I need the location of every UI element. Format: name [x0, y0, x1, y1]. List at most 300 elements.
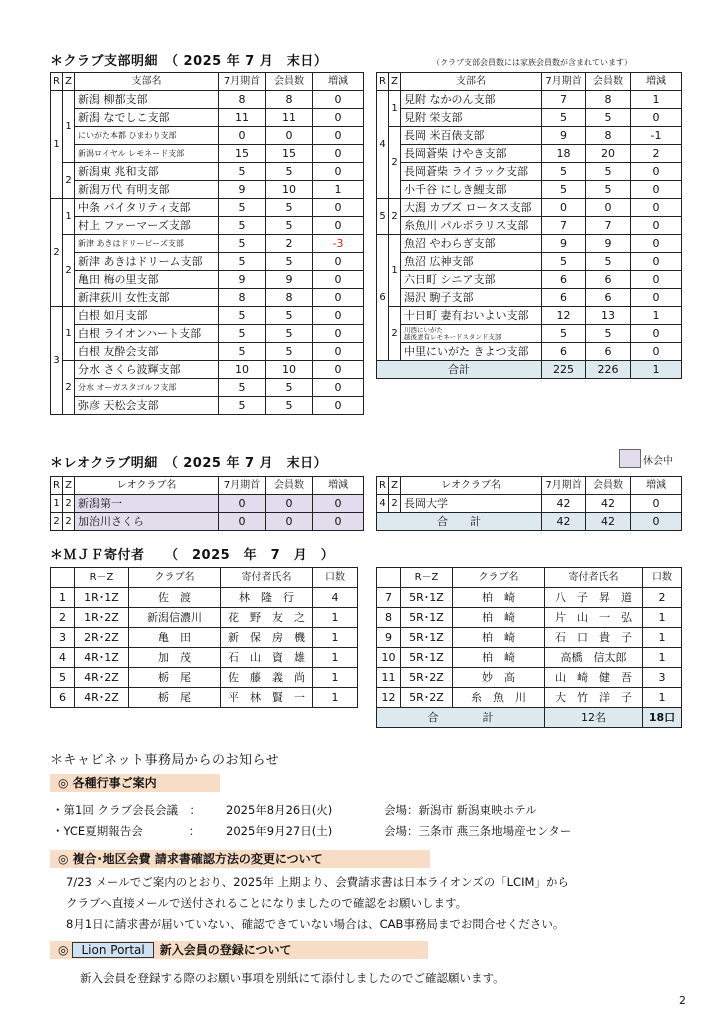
table-row: [377, 608, 682, 628]
header-leo-name: レオクラブ名: [401, 477, 542, 495]
table-row: [377, 91, 682, 109]
member-count: 8: [586, 91, 631, 109]
start-count: 5: [219, 397, 266, 415]
member-count: 5: [266, 397, 313, 415]
header-club: クラブ名: [129, 568, 221, 588]
branch-name: 白根 友酔会支部: [75, 343, 219, 361]
member-count: 5: [266, 199, 313, 217]
start-count: 5: [542, 253, 586, 271]
club-name: 妙 高: [453, 668, 545, 688]
table-row: [51, 361, 364, 379]
member-count: 5: [266, 163, 313, 181]
branch-name: 糸魚川 パルポラリス支部: [401, 217, 542, 235]
change-count: 0: [313, 163, 364, 181]
club-name: 柏 崎: [453, 648, 545, 668]
total-row: [377, 513, 682, 531]
club-name: 加 茂: [129, 648, 221, 668]
branch-name: 長岡 米百俵支部: [401, 127, 542, 145]
start-count: 10: [219, 361, 266, 379]
table-header-row: [51, 477, 364, 495]
header-change: 増減: [631, 73, 682, 91]
row-number: 1: [51, 588, 75, 608]
table-row: [51, 109, 364, 127]
donor-name: 片 山 一 弘: [545, 608, 643, 628]
donor-name: 八 子 昇 道: [545, 588, 643, 608]
table-header-row: [377, 568, 682, 588]
member-count: 0: [266, 513, 313, 531]
zone-cell: 1: [63, 199, 75, 235]
table-row: [377, 145, 682, 163]
region-cell: 2: [51, 513, 63, 531]
rz-cell: 4R･1Z: [75, 648, 129, 668]
region-cell: 2: [51, 199, 63, 307]
branch-name: 中条 バイタリティ支部: [75, 199, 219, 217]
leo-club-name: 加治川さくら: [75, 513, 219, 531]
donor-name: 大 竹 洋 子: [545, 688, 643, 708]
branch-name: 新津 あきはドリーピーズ支部: [75, 235, 219, 253]
header-members: 会員数: [266, 73, 313, 91]
zone-cell: 2: [389, 127, 401, 199]
start-count: 9: [542, 235, 586, 253]
club-name: 栃 尾: [129, 688, 221, 708]
club-section-title: ＊クラブ支部明細 （ 2025 年 7 月 末日）: [50, 54, 328, 69]
zone-cell: 2: [389, 307, 401, 361]
member-count: 10: [266, 361, 313, 379]
events-heading: ◎ 各種行事ご案内: [50, 774, 220, 792]
units: 1: [643, 628, 682, 648]
table-row: [51, 235, 364, 253]
member-count: 2: [266, 235, 313, 253]
start-count: 0: [219, 495, 266, 513]
change-count-negative: -3: [313, 235, 364, 253]
start-count: 15: [219, 145, 266, 163]
zone-cell: 2: [389, 199, 401, 235]
units: 1: [313, 668, 358, 688]
billing-line: 7/23 メールでご案内のとおり、2025年 上期より、会費請求書は日本ライオンズの「LCIM」から: [66, 875, 569, 889]
table-row: [51, 495, 364, 513]
branch-name: にいがた本都 ひまわり支部: [75, 127, 219, 145]
branch-name-line-2: 越後妻有レモネードスタンド支部: [404, 332, 502, 341]
header-rz: R－Z: [401, 568, 453, 588]
donor-name: 林 隆 行: [221, 588, 313, 608]
branch-name: 魚沼 やわらぎ支部: [401, 235, 542, 253]
change-count: 0: [631, 199, 682, 217]
branch-name-line-1: 川西にいがた: [404, 325, 443, 334]
change-count: 0: [313, 217, 364, 235]
table-row: [377, 289, 682, 307]
row-number: 12: [377, 688, 401, 708]
branch-name: 見附 なかのん支部: [401, 91, 542, 109]
header-z: Z: [389, 477, 401, 495]
billing-line: クラブへ直接メールで送付されることになりましたので確認をお願いします。: [66, 896, 468, 910]
region-cell: 6: [377, 235, 389, 361]
header-units: 口数: [643, 568, 682, 588]
table-row: [377, 628, 682, 648]
change-count: 0: [313, 379, 364, 397]
portal-heading: 新入会員の登録について: [159, 943, 292, 957]
start-count: 18: [542, 145, 586, 163]
total-label: 合 計: [377, 513, 542, 531]
header-r: R: [377, 477, 389, 495]
start-count: 9: [542, 127, 586, 145]
club-name: 糸 魚 川: [453, 688, 545, 708]
member-count: 5: [586, 163, 631, 181]
start-count: 0: [219, 127, 266, 145]
member-count: 10: [266, 181, 313, 199]
branch-name: 亀田 梅の里支部: [75, 271, 219, 289]
change-count: 0: [313, 109, 364, 127]
branch-name: [401, 325, 542, 343]
branch-name: 村上 ファーマーズ支部: [75, 217, 219, 235]
table-row: [51, 688, 358, 708]
branch-name: 長岡蒼柴 けやき支部: [401, 145, 542, 163]
branch-name: 中里にいがた きよつ支部: [401, 343, 542, 361]
start-count: 5: [542, 181, 586, 199]
start-count: 5: [219, 163, 266, 181]
member-count: 13: [586, 307, 631, 325]
header-members: 会員数: [586, 477, 631, 495]
header-rz: R－Z: [75, 568, 129, 588]
table-row: [51, 397, 364, 415]
zone-cell: 2: [63, 235, 75, 307]
header-z: Z: [389, 73, 401, 91]
header-no: [51, 568, 75, 588]
branch-name: 新潟 なでしこ支部: [75, 109, 219, 127]
change-count: 0: [313, 199, 364, 217]
table-row: [51, 343, 364, 361]
zone-cell: 2: [389, 495, 401, 513]
rz-cell: 5R･2Z: [401, 668, 453, 688]
change-count: 0: [313, 343, 364, 361]
units: 3: [643, 668, 682, 688]
leo-table-left: [50, 476, 364, 531]
member-count: 15: [266, 145, 313, 163]
member-count: 20: [586, 145, 631, 163]
member-count: 9: [586, 235, 631, 253]
row-number: 4: [51, 648, 75, 668]
header-members: 会員数: [266, 477, 313, 495]
table-row: [377, 217, 682, 235]
change-count: 0: [313, 91, 364, 109]
table-row: [51, 289, 364, 307]
table-row: [51, 588, 358, 608]
club-name: 佐 渡: [129, 588, 221, 608]
table-header-row: [377, 73, 682, 91]
branch-name: 六日町 シニア支部: [401, 271, 542, 289]
start-count: 5: [219, 343, 266, 361]
change-count: 1: [313, 181, 364, 199]
start-count: 9: [219, 271, 266, 289]
event-date: 2025年9月27日(土): [226, 824, 333, 838]
table-row: [377, 271, 682, 289]
total-members: 42: [586, 513, 631, 531]
rz-cell: 4R･2Z: [75, 688, 129, 708]
total-members: 226: [586, 361, 631, 379]
header-start: 7月期首: [542, 73, 586, 91]
notice-section-title: ＊キャビネット事務局からのお知らせ: [50, 753, 280, 768]
row-number: 3: [51, 628, 75, 648]
page-number: 2: [679, 994, 686, 1007]
table-row: [51, 307, 364, 325]
region-cell: 4: [377, 91, 389, 199]
member-count: 5: [266, 217, 313, 235]
total-units: 18口: [643, 708, 682, 728]
table-row: [377, 325, 682, 343]
table-row: [377, 163, 682, 181]
event-date: 2025年8月26日(火): [226, 803, 333, 817]
table-row: [51, 217, 364, 235]
member-count: 5: [266, 253, 313, 271]
header-donor: 寄付者氏名: [221, 568, 313, 588]
rz-cell: 2R･2Z: [75, 628, 129, 648]
branch-name: 新潟万代 有明支部: [75, 181, 219, 199]
change-count: 0: [313, 495, 364, 513]
table-row: [377, 199, 682, 217]
change-count: 0: [313, 145, 364, 163]
start-count: 5: [219, 325, 266, 343]
event-venue: 会場：三条市 燕三条地場産センター: [384, 824, 572, 838]
table-row: [51, 91, 364, 109]
donor-name: 佐 藤 義 尚: [221, 668, 313, 688]
change-count: 0: [631, 325, 682, 343]
table-row: [51, 181, 364, 199]
member-count: 5: [586, 253, 631, 271]
donor-name: 新 保 房 機: [221, 628, 313, 648]
club-name: 柏 崎: [453, 588, 545, 608]
table-row: [377, 235, 682, 253]
start-count: 5: [219, 307, 266, 325]
change-count: 0: [313, 325, 364, 343]
portal-heading-bar: [50, 941, 428, 959]
region-cell: 5: [377, 199, 389, 235]
mjf-table-right: [376, 567, 682, 728]
header-branch-name: 支部名: [401, 73, 542, 91]
zone-cell: 2: [63, 163, 75, 199]
start-count: 5: [542, 163, 586, 181]
total-label: 合 計: [377, 708, 545, 728]
member-count: 6: [586, 271, 631, 289]
table-row: [377, 343, 682, 361]
rz-cell: 5R･1Z: [401, 588, 453, 608]
start-count: 5: [219, 253, 266, 271]
change-count: -1: [631, 127, 682, 145]
change-count: 1: [631, 91, 682, 109]
lion-portal-link[interactable]: Lion Portal: [72, 942, 153, 958]
club-name: 新潟信濃川: [129, 608, 221, 628]
table-row: [377, 181, 682, 199]
start-count: 9: [219, 181, 266, 199]
change-count: 0: [631, 163, 682, 181]
table-row: [51, 379, 364, 397]
row-number: 6: [51, 688, 75, 708]
member-count: 7: [586, 217, 631, 235]
table-header-row: [377, 477, 682, 495]
change-count: 0: [631, 235, 682, 253]
member-count: 0: [266, 495, 313, 513]
branch-name: 長岡蒼柴 ライラック支部: [401, 163, 542, 181]
table-row: [377, 688, 682, 708]
branch-name: 白根 ライオンハート支部: [75, 325, 219, 343]
units: 1: [643, 648, 682, 668]
club-name: 柏 崎: [453, 628, 545, 648]
start-count: 5: [219, 235, 266, 253]
donor-name: 高橋 信太郎: [545, 648, 643, 668]
table-row: [377, 588, 682, 608]
club-name: 亀 田: [129, 628, 221, 648]
row-number: 10: [377, 648, 401, 668]
change-count: 2: [631, 145, 682, 163]
total-change: 0: [631, 513, 682, 531]
member-count: 8: [266, 289, 313, 307]
club-table-left: [50, 72, 364, 415]
total-start: 42: [542, 513, 586, 531]
change-count: 0: [313, 271, 364, 289]
table-row: [51, 513, 364, 531]
header-club: クラブ名: [453, 568, 545, 588]
change-count: 0: [313, 361, 364, 379]
change-count: 0: [631, 217, 682, 235]
header-units: 口数: [313, 568, 358, 588]
member-count: 5: [266, 379, 313, 397]
change-count: 0: [631, 109, 682, 127]
table-row: [377, 648, 682, 668]
header-r: R: [377, 73, 389, 91]
inactive-legend-label: 休会中: [643, 456, 673, 467]
event-name: ・第1回 クラブ会長会議 ：: [52, 803, 201, 817]
table-row: [51, 628, 358, 648]
region-cell: 3: [51, 307, 63, 415]
change-count: 0: [313, 127, 364, 145]
total-row: [377, 708, 682, 728]
rz-cell: 5R･1Z: [401, 648, 453, 668]
donor-name: 山 崎 健 吾: [545, 668, 643, 688]
row-number: 2: [51, 608, 75, 628]
change-count: 0: [631, 495, 682, 513]
start-count: 6: [542, 343, 586, 361]
header-start: 7月期首: [219, 477, 266, 495]
donor-name: 平 林 賢 一: [221, 688, 313, 708]
start-count: 8: [219, 289, 266, 307]
rz-cell: 5R･1Z: [401, 628, 453, 648]
member-count: 6: [586, 343, 631, 361]
start-count: 5: [219, 379, 266, 397]
club-name: 柏 崎: [453, 608, 545, 628]
change-count: 0: [631, 253, 682, 271]
event-venue: 会場：新潟市 新潟東映ホテル: [384, 803, 537, 817]
table-row: [51, 127, 364, 145]
billing-heading: ◎ 複合･地区会費 請求書確認方法の変更について: [50, 850, 430, 868]
start-count: 7: [542, 217, 586, 235]
zone-cell: 1: [389, 91, 401, 127]
start-count: 5: [219, 217, 266, 235]
start-count: 6: [542, 271, 586, 289]
branch-name: 十日町 妻有おいよい支部: [401, 307, 542, 325]
rz-cell: 1R･2Z: [75, 608, 129, 628]
member-count: 8: [266, 91, 313, 109]
member-count: 11: [266, 109, 313, 127]
table-row: [377, 109, 682, 127]
start-count: 42: [542, 495, 586, 513]
table-header-row: [51, 568, 358, 588]
rz-cell: 5R･2Z: [401, 688, 453, 708]
table-row: [51, 648, 358, 668]
start-count: 5: [219, 199, 266, 217]
total-change: 1: [631, 361, 682, 379]
start-count: 5: [542, 325, 586, 343]
portal-bullet: ◎: [58, 943, 69, 957]
branch-name: 分水 オーガスタゴルフ支部: [75, 379, 219, 397]
member-count: 6: [586, 289, 631, 307]
change-count: 1: [631, 307, 682, 325]
units: 1: [313, 608, 358, 628]
member-count: 0: [586, 199, 631, 217]
member-count: 5: [586, 181, 631, 199]
header-change: 増減: [313, 73, 364, 91]
member-count: 42: [586, 495, 631, 513]
change-count: 0: [631, 271, 682, 289]
member-count: 5: [266, 307, 313, 325]
donor-name: 石 山 資 雄: [221, 648, 313, 668]
change-count: 0: [313, 513, 364, 531]
header-z: Z: [63, 477, 75, 495]
units: 4: [313, 588, 358, 608]
branch-name: 新津 あきはドリーム支部: [75, 253, 219, 271]
start-count: 0: [219, 513, 266, 531]
change-count: 0: [313, 397, 364, 415]
leo-table-right: [376, 476, 682, 531]
member-count: 9: [266, 271, 313, 289]
row-number: 11: [377, 668, 401, 688]
table-row: [51, 145, 364, 163]
units: 1: [313, 628, 358, 648]
branch-name: 分水 さくら波輝支部: [75, 361, 219, 379]
change-count: 0: [631, 289, 682, 307]
table-row: [51, 608, 358, 628]
header-z: Z: [63, 73, 75, 91]
table-row: [51, 253, 364, 271]
row-number: 5: [51, 668, 75, 688]
member-count: 8: [586, 127, 631, 145]
table-row: [51, 668, 358, 688]
leo-section-title: ＊レオクラブ明細 （ 2025 年 7 月 末日）: [50, 456, 328, 471]
header-leo-name: レオクラブ名: [75, 477, 219, 495]
table-row: [51, 271, 364, 289]
donor-name: 花 野 友 之: [221, 608, 313, 628]
table-row: [51, 199, 364, 217]
units: 1: [313, 688, 358, 708]
row-number: 7: [377, 588, 401, 608]
header-start: 7月期首: [219, 73, 266, 91]
billing-line: 8月1日に請求書が届いていない、確認できていない場合は、CAB事務局までお問合せください。: [66, 917, 565, 931]
start-count: 7: [542, 91, 586, 109]
member-count: 5: [266, 325, 313, 343]
branch-name: 新潟東 兆和支部: [75, 163, 219, 181]
branch-name: 新津荻川 女性支部: [75, 289, 219, 307]
zone-cell: 1: [389, 235, 401, 307]
change-count: 0: [631, 181, 682, 199]
branch-name: 白根 如月支部: [75, 307, 219, 325]
inactive-legend-swatch: [619, 449, 641, 468]
table-row: [51, 325, 364, 343]
header-no: [377, 568, 401, 588]
start-count: 5: [542, 109, 586, 127]
row-number: 8: [377, 608, 401, 628]
zone-cell: 1: [63, 307, 75, 361]
units: 1: [643, 688, 682, 708]
member-count: 0: [266, 127, 313, 145]
header-members: 会員数: [586, 73, 631, 91]
table-header-row: [51, 73, 364, 91]
